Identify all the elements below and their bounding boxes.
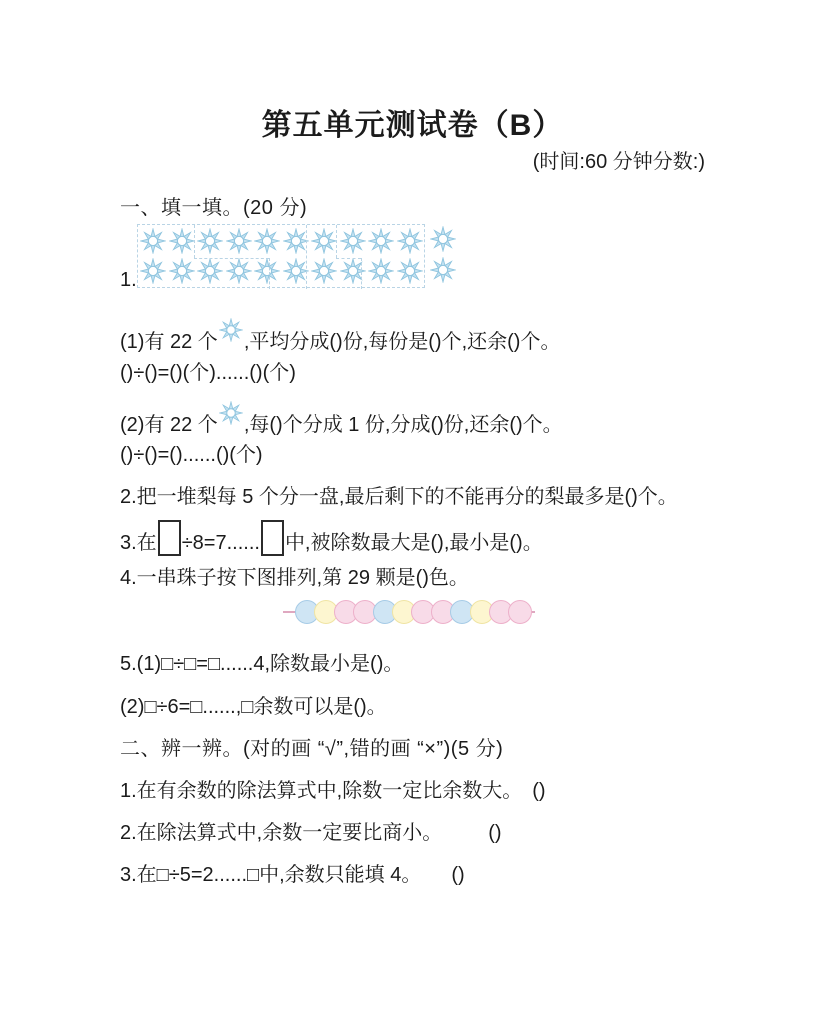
- question1-sub1-suffix: ,平均分成()份,每份是()个,还余()个。: [243, 331, 561, 353]
- group-divider: [194, 258, 269, 259]
- question3-post: 中,被除数最大是(),最小是()。: [284, 532, 543, 554]
- sun-icon: [140, 228, 166, 254]
- sun-icon: [430, 257, 456, 283]
- judge-item-3-text: 3.在□÷5=2......□中,余数只能填 4。: [120, 864, 422, 886]
- bead-pink: [508, 600, 532, 624]
- sun-icon: [219, 318, 243, 342]
- question1-sub2-prefix: (2)有 22 个: [120, 414, 218, 436]
- sun-icon: [340, 228, 366, 254]
- sun-icon: [368, 228, 394, 254]
- sun-icon: [219, 401, 243, 425]
- question5-sub1: 5.(1)□÷□=□......4,除数最小是()。: [120, 653, 404, 675]
- question1-sub2-equation: ()÷()=()......()(个): [120, 444, 263, 466]
- judge-item-2: [120, 820, 502, 846]
- sun-icon: [283, 258, 309, 284]
- time-score-note: (时间:60 分钟分数:): [532, 151, 705, 173]
- page-title: 第五单元测试卷（B）: [261, 109, 564, 142]
- question4: 4.一串珠子按下图排列,第 29 颗是()色。: [120, 567, 469, 589]
- question1-sub1-prefix: (1)有 22 个: [120, 331, 218, 353]
- sun-icon: [397, 258, 423, 284]
- sun-icon: [311, 258, 337, 284]
- question1-sub2: [120, 401, 563, 438]
- judge-item-1: [120, 778, 546, 804]
- sun-icon: [226, 258, 252, 284]
- sun-icon: [254, 228, 280, 254]
- answer-brackets: (): [488, 822, 502, 844]
- group-divider: [269, 258, 270, 289]
- sun-icon: [226, 228, 252, 254]
- answer-brackets: (): [451, 864, 465, 886]
- question1-number: 1.: [120, 269, 137, 291]
- section1-heading: 一、填一填。(20 分): [120, 197, 308, 219]
- sun-icon: [397, 228, 423, 254]
- judge-item-1-text: 1.在有余数的除法算式中,除数一定比余数大。: [120, 780, 523, 802]
- sun-icon: [219, 318, 243, 342]
- question2: 2.把一堆梨每 5 个分一盘,最后剩下的不能再分的梨最多是()个。: [120, 486, 678, 508]
- blank-box: [261, 520, 284, 556]
- question5-sub2: (2)□÷6=□......,□余数可以是()。: [120, 696, 387, 718]
- judge-item-3: [120, 862, 465, 888]
- answer-brackets: (): [532, 780, 546, 802]
- blank-box: [158, 520, 181, 556]
- judge-item-2-text: 2.在除法算式中,余数一定要比商小。: [120, 822, 443, 844]
- question1-sub1: [120, 318, 560, 355]
- sun-icon: [169, 258, 195, 284]
- section2-heading: 二、辨一辨。(对的画 “√”,错的画 “×”)(5 分): [120, 738, 504, 760]
- group-divider: [306, 225, 307, 289]
- group-divider: [194, 225, 195, 258]
- sun-icon: [197, 258, 223, 284]
- sun-icon: [254, 258, 280, 284]
- question3-pre: 3.在: [120, 532, 157, 554]
- group-divider: [336, 258, 361, 259]
- sun-icons-grid: [139, 226, 424, 286]
- group-divider: [336, 225, 337, 258]
- sun-icon: [430, 226, 456, 252]
- question3: [120, 516, 543, 556]
- sun-icon: [197, 228, 223, 254]
- sun-icons-extra-column: [430, 226, 456, 283]
- sun-icon: [283, 228, 309, 254]
- sun-icons-figure: [137, 224, 425, 288]
- sun-icon: [169, 228, 195, 254]
- question1-sub2-suffix: ,每()个分成 1 份,分成()份,还余()个。: [243, 414, 563, 436]
- sun-icon: [368, 258, 394, 284]
- sun-icon: [140, 258, 166, 284]
- sun-icon: [219, 401, 243, 425]
- bead-string-figure: [283, 599, 535, 625]
- question1-sub1-equation: ()÷()=()(个)......()(个): [120, 362, 296, 384]
- group-divider: [361, 258, 362, 289]
- sun-icon: [311, 228, 337, 254]
- question3-mid: ÷8=7......: [181, 532, 260, 554]
